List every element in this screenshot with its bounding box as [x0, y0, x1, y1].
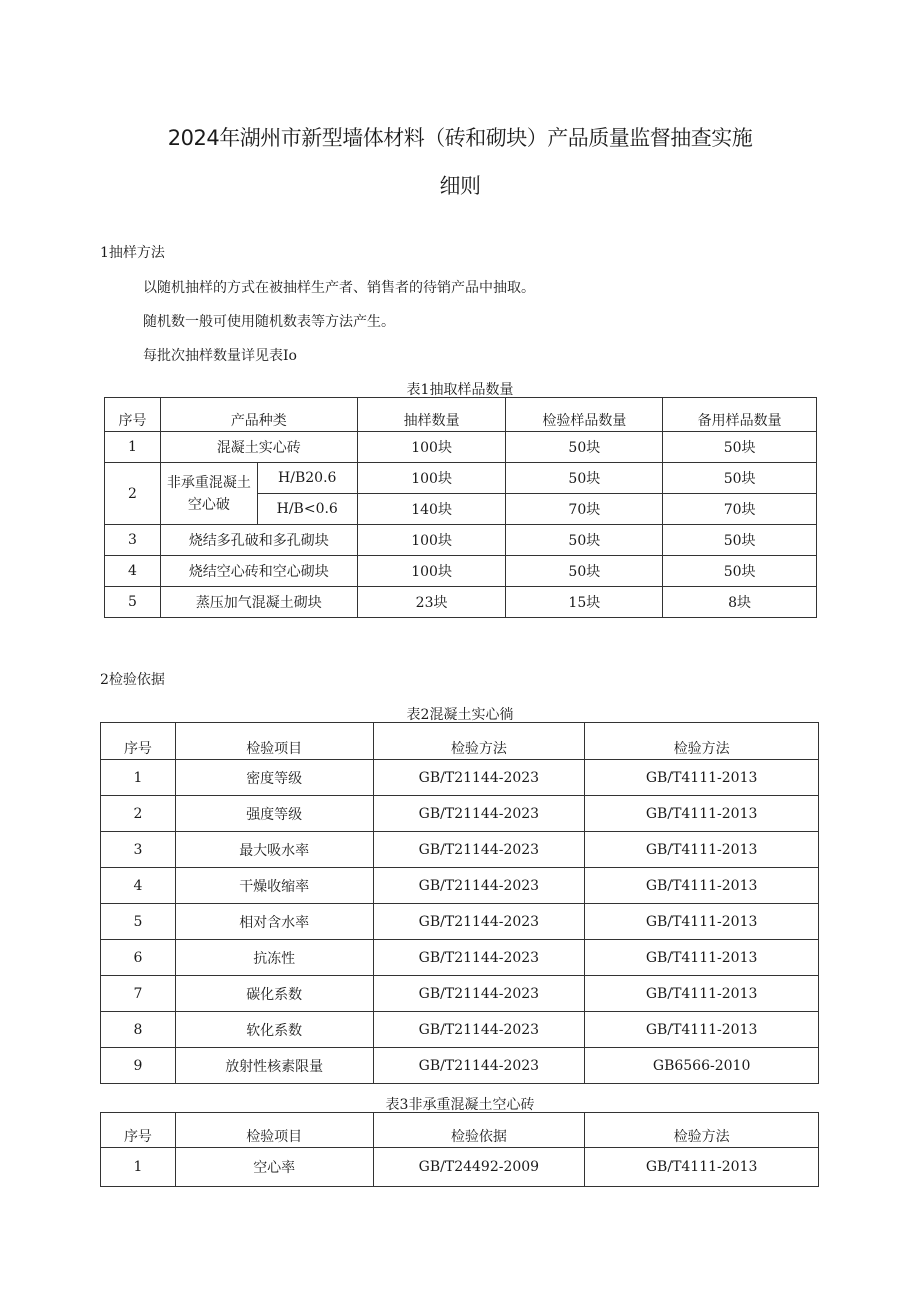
cell-test-item: 碳化系数 — [175, 976, 373, 1012]
cell-test-method: GB/T4111-2013 — [585, 1012, 819, 1048]
cell-no: 3 — [101, 832, 176, 868]
section1-paragraph-2: 随机数一般可使用随机数表等方法产生。 — [143, 314, 395, 330]
cell-no: 1 — [101, 1148, 176, 1187]
section1-paragraph-3: 每批次抽样数量详见表Io — [143, 348, 297, 364]
cell-test-qty: 50块 — [506, 556, 663, 587]
header-cell: 检验项目 — [175, 1113, 373, 1148]
table-row — [101, 832, 819, 868]
cell-test-qty: 70块 — [506, 494, 663, 525]
cell-no: 6 — [101, 940, 176, 976]
cell-test-item: 强度等级 — [175, 796, 373, 832]
cell-no: 1 — [105, 432, 161, 463]
cell-test-method: GB/T4111-2013 — [585, 868, 819, 904]
cell-test-method: GB6566-2010 — [585, 1048, 819, 1084]
table-row — [101, 796, 819, 832]
cell-no: 7 — [101, 976, 176, 1012]
cell-no: 9 — [101, 1048, 176, 1084]
cell-no: 8 — [101, 1012, 176, 1048]
cell-test-item: 密度等级 — [175, 760, 373, 796]
cell-sub-condition: H/B20.6 — [257, 463, 357, 494]
section1-heading: 1抽样方法 — [100, 245, 165, 261]
cell-product: 烧结多孔破和多孔砌块 — [160, 525, 357, 556]
cell-test-basis: GB/T21144-2023 — [373, 904, 585, 940]
table2-caption: 表2混凝土实心徜 — [406, 707, 514, 723]
cell-no: 5 — [101, 904, 176, 940]
table-row — [105, 587, 817, 618]
cell-test-method: GB/T4111-2013 — [585, 976, 819, 1012]
hollow-brick-test-table — [100, 1112, 819, 1187]
cell-no: 3 — [105, 525, 161, 556]
table-header-row — [105, 398, 817, 432]
cell-spare-qty: 50块 — [663, 525, 817, 556]
cell-no: 2 — [105, 463, 161, 525]
cell-no: 2 — [101, 796, 176, 832]
cell-test-item: 抗冻性 — [175, 940, 373, 976]
cell-spare-qty: 8块 — [663, 587, 817, 618]
cell-product: 蒸压加气混凝土砌块 — [160, 587, 357, 618]
cell-test-basis: GB/T21144-2023 — [373, 1048, 585, 1084]
document-title-line2: 细则 — [439, 174, 481, 198]
section1-paragraph-1: 以随机抽样的方式在被抽样生产者、销售者的待销产品中抽取。 — [143, 280, 535, 296]
table-header-row — [101, 723, 819, 760]
header-cell: 备用样品数量 — [663, 398, 817, 432]
table-row — [101, 1148, 819, 1187]
table-row — [101, 940, 819, 976]
table-row — [101, 760, 819, 796]
section2-heading: 2检验依据 — [100, 672, 165, 688]
table-row — [101, 868, 819, 904]
header-cell: 产品种类 — [160, 398, 357, 432]
cell-test-qty: 50块 — [506, 525, 663, 556]
table3-body — [101, 1148, 819, 1187]
cell-qty: 100块 — [357, 432, 506, 463]
cell-test-method: GB/T4111-2013 — [585, 796, 819, 832]
table-row — [105, 556, 817, 587]
cell-test-method: GB/T4111-2013 — [585, 832, 819, 868]
header-cell: 检验方法 — [373, 723, 585, 760]
cell-test-basis: GB/T21144-2023 — [373, 760, 585, 796]
cell-test-method: GB/T4111-2013 — [585, 940, 819, 976]
cell-no: 5 — [105, 587, 161, 618]
cell-test-item: 最大吸水率 — [175, 832, 373, 868]
table-header-row — [101, 1113, 819, 1148]
cell-no: 4 — [101, 868, 176, 904]
sampling-quantity-table — [104, 397, 817, 618]
cell-test-basis: GB/T24492-2009 — [373, 1148, 585, 1187]
header-cell: 检验方法 — [585, 723, 819, 760]
header-cell: 抽样数量 — [357, 398, 506, 432]
cell-product: 烧结空心砖和空心砌块 — [160, 556, 357, 587]
cell-sub-condition: H/B<0.6 — [257, 494, 357, 525]
cell-qty: 140块 — [357, 494, 506, 525]
cell-test-basis: GB/T21144-2023 — [373, 976, 585, 1012]
cell-no: 4 — [105, 556, 161, 587]
table-row — [101, 976, 819, 1012]
cell-test-method: GB/T4111-2013 — [585, 904, 819, 940]
header-cell: 检验样品数量 — [506, 398, 663, 432]
cell-product: 混凝土实心砖 — [160, 432, 357, 463]
header-cell: 序号 — [101, 723, 176, 760]
table-row — [101, 1012, 819, 1048]
cell-test-qty: 15块 — [506, 587, 663, 618]
header-cell: 序号 — [101, 1113, 176, 1148]
table2-body — [101, 760, 819, 1084]
table-row — [105, 463, 817, 494]
cell-test-method: GB/T4111-2013 — [585, 1148, 819, 1187]
cell-test-basis: GB/T21144-2023 — [373, 868, 585, 904]
cell-test-item: 相对含水率 — [175, 904, 373, 940]
cell-qty: 100块 — [357, 556, 506, 587]
cell-spare-qty: 50块 — [663, 463, 817, 494]
cell-spare-qty: 50块 — [663, 432, 817, 463]
cell-test-basis: GB/T21144-2023 — [373, 940, 585, 976]
cell-test-basis: GB/T21144-2023 — [373, 796, 585, 832]
table-row — [105, 525, 817, 556]
document-title-line1: 2024年湖州市新型墙体材料（砖和砌块）产品质量监督抽查实施 — [167, 126, 753, 150]
cell-product: 非承重混凝土空心破 — [160, 463, 257, 525]
cell-test-qty: 50块 — [506, 432, 663, 463]
cell-test-qty: 50块 — [506, 463, 663, 494]
cell-qty: 100块 — [357, 525, 506, 556]
header-cell: 序号 — [105, 398, 161, 432]
table1-caption: 表1抽取样品数量 — [406, 382, 514, 398]
header-cell: 检验项目 — [175, 723, 373, 760]
cell-spare-qty: 70块 — [663, 494, 817, 525]
cell-test-basis: GB/T21144-2023 — [373, 832, 585, 868]
table3-caption: 表3非承重混凝土空心砖 — [385, 1097, 535, 1113]
cell-test-item: 干燥收缩率 — [175, 868, 373, 904]
cell-test-basis: GB/T21144-2023 — [373, 1012, 585, 1048]
cell-test-item: 空心率 — [175, 1148, 373, 1187]
header-cell: 检验依据 — [373, 1113, 585, 1148]
header-cell: 检验方法 — [585, 1113, 819, 1148]
table-row — [105, 432, 817, 463]
cell-qty: 23块 — [357, 587, 506, 618]
cell-test-item: 软化系数 — [175, 1012, 373, 1048]
table-row — [101, 904, 819, 940]
table-row — [101, 1048, 819, 1084]
solid-brick-test-table — [100, 722, 819, 1084]
cell-no: 1 — [101, 760, 176, 796]
cell-spare-qty: 50块 — [663, 556, 817, 587]
cell-test-method: GB/T4111-2013 — [585, 760, 819, 796]
cell-test-item: 放射性核素限量 — [175, 1048, 373, 1084]
cell-qty: 100块 — [357, 463, 506, 494]
